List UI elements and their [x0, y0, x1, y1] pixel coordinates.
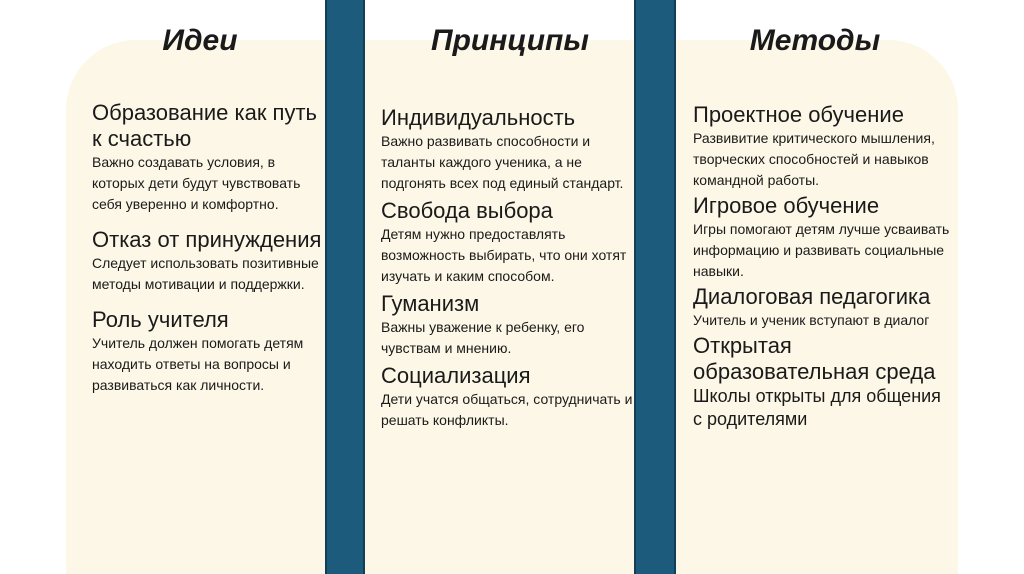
methods-title: Методы [749, 24, 881, 57]
method-item [693, 284, 953, 331]
method-item [693, 102, 953, 191]
methods-column [693, 102, 953, 433]
divider-bar-right [634, 0, 676, 574]
ideas-title: Идеи [162, 24, 238, 57]
ideas-column [92, 100, 322, 408]
principle-heading: Индивидуальность [381, 105, 576, 130]
principle-text: Важны уважение к ребенку, его чувствам и мнению. [381, 319, 585, 356]
principle-text: Важно развивать способности и таланты каждого ученика, а не подгонять всех под единый стандарт. [381, 133, 624, 191]
method-heading: Диалоговая педагогика [693, 284, 931, 309]
principle-item [381, 105, 633, 194]
principle-item [381, 291, 633, 359]
idea-heading: Роль учителя [92, 307, 229, 332]
method-heading: Проектное обучение [693, 102, 904, 127]
principles-title: Принципы [431, 24, 589, 57]
method-text: Школы открыты для общения с родителями [693, 386, 941, 429]
principles-column [381, 105, 633, 435]
divider-bar-left [325, 0, 365, 574]
idea-item [92, 227, 322, 295]
principle-heading: Свобода выбора [381, 198, 553, 223]
method-text: Учитель и ученик вступают в диалог [693, 312, 930, 328]
method-text: Развивитие критического мышления, творческих способностей и навыков командной работы. [693, 130, 935, 188]
principle-text: Дети учатся общаться, сотрудничать и решать конфликты. [381, 391, 633, 428]
idea-text: Учитель должен помогать детям находить ответы на вопросы и развиваться как личности. [92, 335, 304, 393]
principle-heading: Гуманизм [381, 291, 480, 316]
principle-item [381, 363, 633, 431]
method-heading: Игровое обучение [693, 193, 880, 218]
method-item [693, 333, 953, 431]
principle-text: Детям нужно предоставлять возможность выбирать, что они хотят изучать и каким способом. [381, 226, 627, 284]
principle-heading: Социализация [381, 363, 531, 388]
idea-heading: Образование как путь к счастью [92, 100, 318, 151]
principle-item [381, 198, 633, 287]
idea-item [92, 307, 322, 396]
idea-item [92, 100, 322, 215]
idea-text: Следует использовать позитивные методы мотивации и поддержки. [92, 255, 319, 292]
idea-heading: Отказ от принуждения [92, 227, 322, 252]
idea-text: Важно создавать условия, в которых дети будут чувствовать себя уверенно и комфортно. [92, 154, 301, 212]
method-text: Игры помогают детям лучше усваивать информацию и развивать социальные навыки. [693, 221, 950, 279]
method-heading: Открытая образовательная среда [693, 333, 936, 384]
method-item [693, 193, 953, 282]
